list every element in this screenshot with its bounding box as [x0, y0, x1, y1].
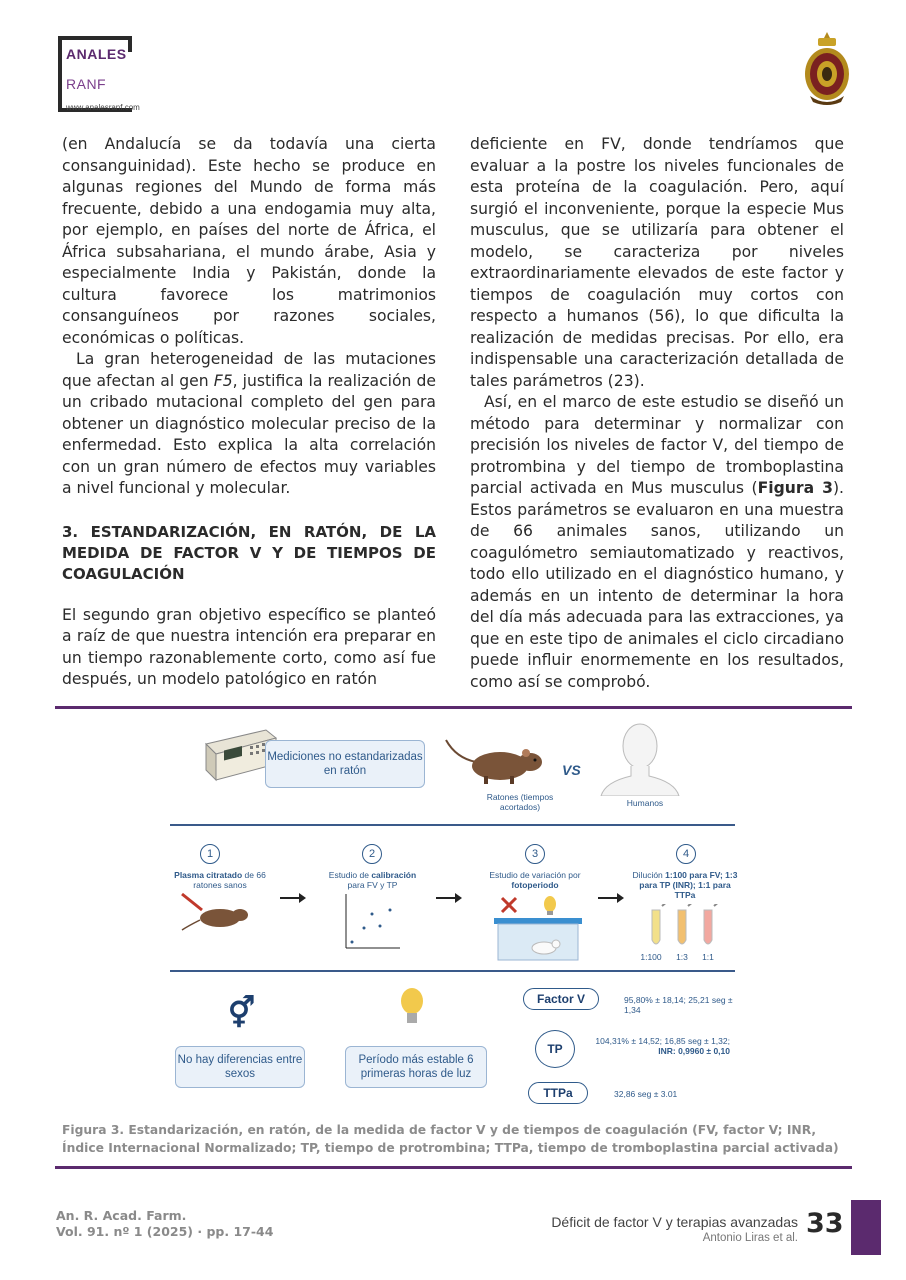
human-icon — [595, 718, 685, 796]
versus-label: VS — [562, 762, 581, 778]
step-4-label: Dilución 1:100 para FV; 1:3 para TP (INR); 1:1 para TTPa — [632, 870, 738, 900]
step-number: 3 — [525, 844, 545, 864]
syringe-mouse-icon — [180, 890, 250, 934]
mouse-icon — [438, 730, 558, 790]
page-number: 33 — [806, 1208, 844, 1239]
step-number: 4 — [676, 844, 696, 864]
dilution-tubes-icon — [640, 904, 730, 952]
figure-reference[interactable]: Figura 3 — [757, 479, 833, 497]
non-standardized-box: Mediciones no estandarizadas en ratón — [265, 740, 425, 788]
right-column — [470, 134, 844, 693]
section-heading: 3. ESTANDARIZACIÓN, EN RATÓN, DE LA MEDIDA DE FACTOR V Y DE TIEMPOS DE COAGULACIÓN — [62, 522, 436, 583]
tube-label: 1:1 — [702, 952, 714, 962]
figure-divider — [170, 824, 735, 826]
running-author: Antonio Liras et al. — [702, 1232, 798, 1244]
tube-label: 1:3 — [676, 952, 688, 962]
gene-name: F5 — [213, 371, 233, 390]
paragraph: (en Andalucía se da todavía una cierta consanguinidad). Este hecho se produce en algunas regiones del Mundo de forma más frecuente, debido a una endogamia muy alta, por ejemplo, en países del norte de África, el África subsahariana, el mundo árabe, Asia y especialmente India y Pakistán, donde la cultura favorece los matrimonios consanguíneos por razones sociales, económicas o políticas. — [62, 135, 436, 347]
no-sex-difference-box: No hay diferencias entre sexos — [175, 1046, 305, 1088]
ttpa-pill: TTPa — [528, 1082, 588, 1104]
website-link[interactable]: www.analesranf.com — [66, 103, 140, 112]
ttpa-value: 32,86 seg ± 3.01 — [614, 1089, 678, 1099]
logo-anales: ANALES — [66, 46, 127, 62]
arrow-icon — [598, 897, 622, 899]
step-number: 1 — [200, 844, 220, 864]
factor-v-value: 95,80% ± 18,14; 25,21 seg ± 1,34 — [624, 995, 733, 1015]
step-3-label: Estudio de variación por fotoperiodo — [489, 870, 581, 890]
tube-label: 1:100 — [640, 952, 662, 962]
running-title: Déficit de factor V y terapias avanzadas — [551, 1214, 798, 1230]
paragraph: La gran heterogeneidad de las mutaciones que afectan al gen F5, justifica la realización de un cribado mutacional completo del gen para obtener un diagnóstico molecular preciso de la enfermedad. Esto explica la alta correlación con un gran número de efectos muy variables a nivel funcional y molecular. — [62, 350, 436, 497]
humans-label: Humanos — [626, 798, 664, 808]
light-bulb-icon — [398, 986, 426, 1030]
paragraph: El segundo gran objetivo específico se planteó a raíz de que nuestra intención era preparar en un tiempo razonablemente corto, como así fue después, un modelo patológico en ratón — [62, 605, 436, 688]
figure-bottom-rule — [55, 1166, 852, 1169]
calibration-plot-icon — [342, 892, 402, 952]
journal-logo — [58, 36, 178, 116]
gender-symbol-icon: ⚥ — [228, 997, 256, 1030]
page-tab — [851, 1200, 881, 1255]
factor-v-pill: Factor V — [523, 988, 599, 1010]
paragraph: deficiente en FV, donde tendríamos que evaluar a la postre los niveles funcionales de esta proteína de la coagulación. Pero, aquí surgió el inconveniente, porque la especie Mus musculus, que se utilizaría para obtener el modelo, se caracteriza por niveles extraordinariamente elevados de este factor y tiempos de coagulación muy cortos con respecto a humanos (56), lo que dificulta la realización de medidas precisas. Por ello, era indispensable una caracterización detallada de tales parámetros (23). — [470, 135, 844, 390]
paragraph: Así, en el marco de este estudio se diseñó un método para determinar y normalizar con precisión los niveles de factor V, del tiempo de protrombina y del tiempo de tromboplastina parcial activada en Mus musculus (Figura 3). Estos parámetros se evaluaron en una muestra de 66 animales sanos, utilizando un coagulómetro semiautomatizado y reactivos, todo ello utilizado en el diagnóstico humano, y además en un intento de determinar la hora del día más adecuada para las extracciones, ya que en este tipo de animales el ciclo circadiano puede influir enormemente en los resultados, como así se comprobó. — [470, 393, 844, 691]
academy-crest-icon — [800, 30, 854, 106]
figure-top-rule — [55, 706, 852, 709]
journal-info: An. R. Acad. Farm. Vol. 91. nº 1 (2025) · pp. 17-44 — [56, 1208, 274, 1239]
step-1-label: Plasma citratado de 66 ratones sanos — [174, 870, 266, 890]
tp-value: 104,31% ± 14,52; 16,85 seg ± 1,32; INR: 0,9960 ± 0,10 — [595, 1036, 730, 1056]
photoperiod-cage-icon — [492, 892, 584, 964]
left-column — [62, 134, 436, 691]
tp-pill: TP — [535, 1030, 575, 1068]
arrow-icon — [280, 897, 304, 899]
step-2-label: Estudio de calibración para FV y TP — [328, 870, 417, 890]
figure-3 — [170, 712, 738, 1112]
figure-divider — [170, 970, 735, 972]
logo-ranf: RANF — [66, 76, 107, 92]
figure-caption: Figura 3. Estandarización, en ratón, de la medida de factor V y de tiempos de coagulación (FV, factor V; INR, Índice Internacional Normalizado; TP, tiempo de protrombina; TTPa, tiempo de tromboplastina parcial activada) — [62, 1123, 839, 1155]
mice-label: Ratones (tiempos acortados) — [486, 792, 554, 812]
stable-period-box: Período más estable 6 primeras horas de luz — [345, 1046, 487, 1088]
arrow-icon — [436, 897, 460, 899]
step-number: 2 — [362, 844, 382, 864]
